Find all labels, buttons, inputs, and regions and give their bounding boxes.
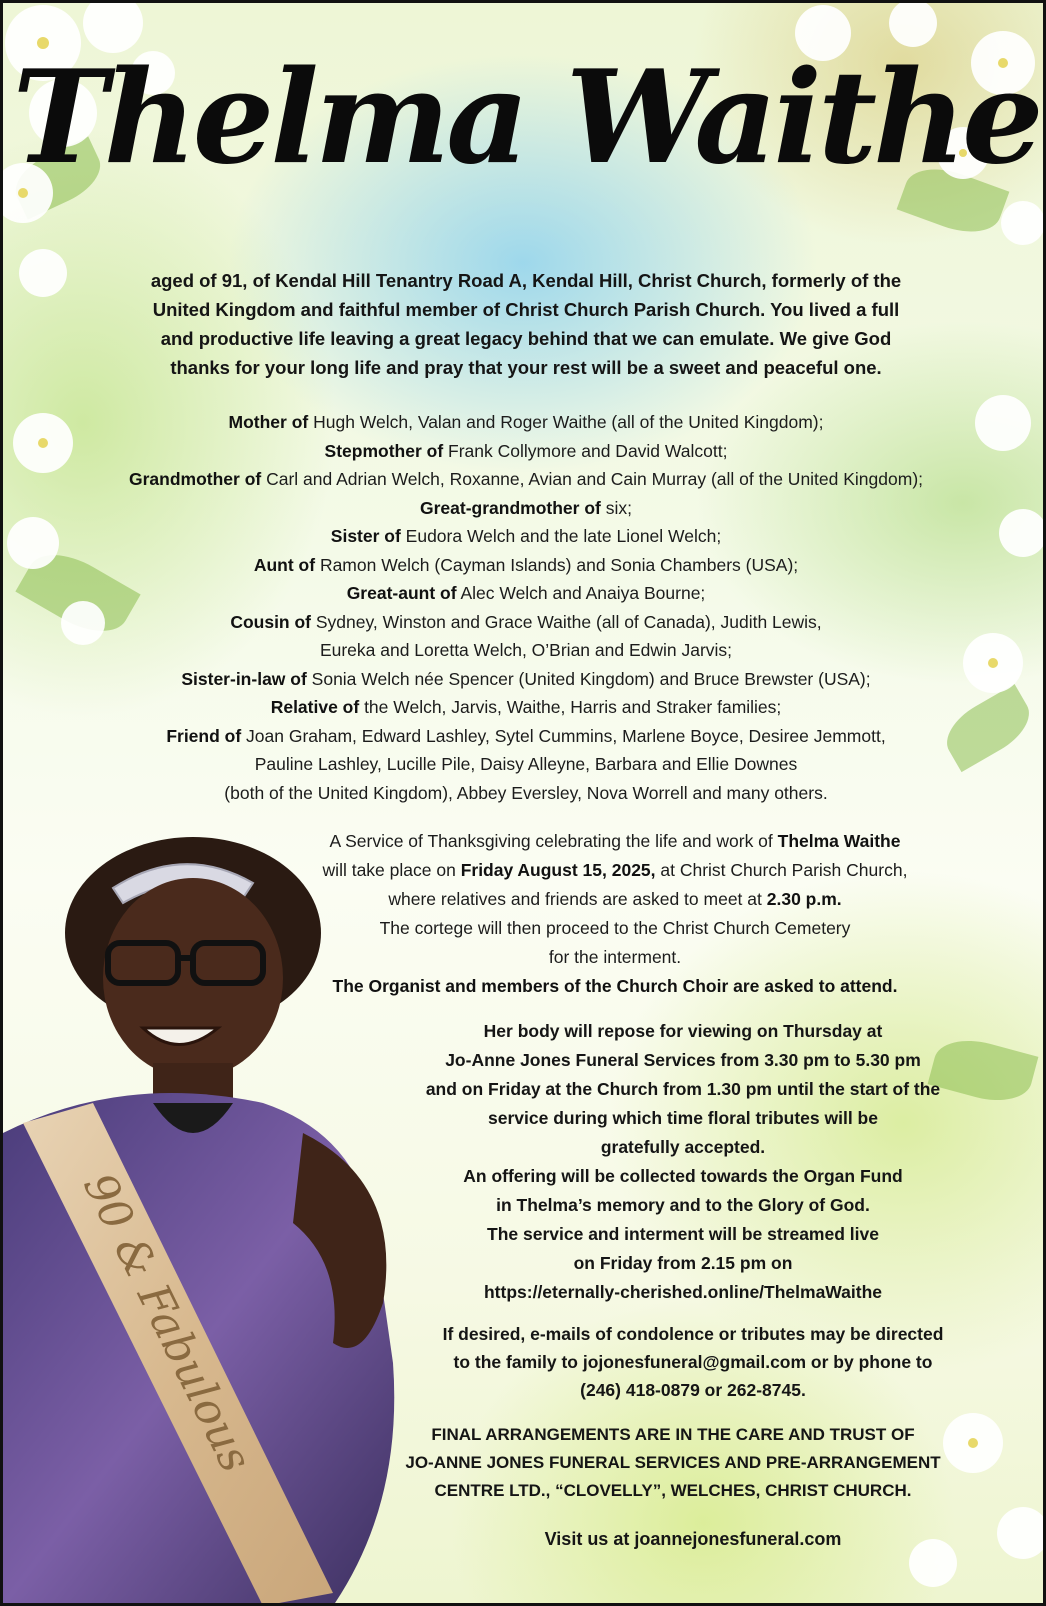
service-line: The cortege will then proceed to the Christ Church Cemetery: [379, 918, 851, 938]
relation-label: Great-aunt of: [346, 583, 457, 603]
final-line: CENTRE LTD., “CLOVELLY”, WELCHES, CHRIST CHURCH.: [434, 1481, 912, 1500]
viewing-line: service during which time floral tributes will be: [488, 1108, 878, 1128]
relation-text: Alec Welch and Anaiya Bourne;: [456, 583, 706, 603]
relatives-line: [23, 522, 1029, 551]
deceased-name-title: Thelma Waithe: [12, 43, 1040, 193]
service-text: at Christ Church Parish Church,: [655, 860, 908, 880]
stream-link[interactable]: https://eternally-cherished.online/ThelmaWaithe: [483, 1282, 883, 1302]
viewing-line: Her body will repose for viewing on Thursday at: [483, 1021, 883, 1041]
service-line: [265, 972, 965, 1001]
relatives-line: [23, 693, 1029, 722]
relation-label: Cousin of: [230, 611, 311, 632]
condolence-details: [383, 1320, 1003, 1404]
condolence-line: to the family to jojonesfuneral@gmail.com or by phone to: [453, 1352, 933, 1372]
relation-text: Eureka and Loretta Welch, O’Brian and Edwin Jarvis;: [319, 640, 733, 660]
relation-label: Stepmother of: [324, 440, 444, 461]
service-line: [265, 827, 965, 856]
condolence-line: If desired, e-mails of condolence or tributes may be directed: [442, 1324, 944, 1344]
service-date: Friday August 15, 2025,: [460, 860, 656, 880]
relatives-line: [23, 608, 1029, 637]
relation-text: Sonia Welch née Spencer (United Kingdom) and Bruce Brewster (USA);: [306, 668, 871, 689]
viewing-line: Jo-Anne Jones Funeral Services from 3.30 pm to 5.30 pm: [445, 1050, 921, 1070]
sash-text: 90 & Fabulous: [73, 1165, 262, 1480]
relatives-line: [23, 437, 1029, 466]
relation-label: Friend of: [166, 725, 242, 746]
final-arrangements: [333, 1421, 1013, 1505]
relatives-line: [23, 636, 1029, 665]
relation-label: Sister-in-law of: [181, 668, 307, 689]
relatives-line: [23, 408, 1029, 437]
relation-text: the Welch, Jarvis, Waithe, Harris and Straker families;: [359, 697, 782, 717]
intro-paragraph: [93, 266, 959, 382]
relation-text: Pauline Lashley, Lucille Pile, Daisy Alleyne, Barbara and Ellie Downes: [254, 754, 798, 774]
relatives-line: [23, 494, 1029, 523]
service-name-bold: Thelma Waithe: [777, 831, 901, 851]
final-line: JO-ANNE JONES FUNERAL SERVICES AND PRE-ARRANGEMENT: [405, 1453, 941, 1472]
relation-text: (both of the United Kingdom), Abbey Eversley, Nova Worrell and many others.: [224, 782, 828, 803]
viewing-line: and on Friday at the Church from 1.30 pm until the start of the: [425, 1079, 941, 1099]
relation-label: Sister of: [330, 526, 401, 546]
relation-label: Aunt of: [253, 554, 316, 575]
relation-label: Mother of: [228, 412, 309, 432]
viewing-line: The service and interment will be streamed live: [487, 1224, 879, 1244]
relation-text: Hugh Welch, Valan and Roger Waithe (all of the United Kingdom);: [308, 412, 824, 432]
intro-line: thanks for your long life and pray that your rest will be a sweet and peaceful one.: [170, 357, 882, 378]
intro-line: and productive life leaving a great legacy behind that we can emulate. We give God: [160, 328, 892, 349]
choir-notice: The Organist and members of the Church Choir are asked to attend.: [332, 976, 898, 996]
intro-line: aged of 91, of Kendal Hill Tenantry Road A, Kendal Hill, Christ Church, formerly of the: [150, 270, 902, 291]
website-link[interactable]: Visit us at joannejonesfuneral.com: [544, 1529, 842, 1549]
service-time: 2.30 p.m.: [766, 889, 842, 909]
service-line: [265, 856, 965, 885]
service-text: A Service of Thanksgiving celebrating the life and work of: [329, 831, 778, 851]
viewing-details: [353, 1017, 1013, 1307]
service-details: [265, 827, 965, 1001]
service-line: for the interment.: [548, 947, 682, 967]
relation-text: Carl and Adrian Welch, Roxanne, Avian and Cain Murray (all of the United Kingdom);: [261, 469, 924, 489]
relation-label: Relative of: [270, 697, 360, 717]
relation-text: Ramon Welch (Cayman Islands) and Sonia Chambers (USA);: [315, 554, 799, 575]
relation-label: Grandmother of: [128, 469, 262, 489]
relation-text: six;: [600, 497, 632, 518]
service-text: where relatives and friends are asked to meet at: [388, 889, 767, 909]
relatives-line: [23, 665, 1029, 694]
relatives-line: [23, 722, 1029, 751]
viewing-line: An offering will be collected towards the Organ Fund: [463, 1166, 903, 1186]
relatives-line: [23, 551, 1029, 580]
service-line: [265, 885, 965, 914]
relatives-line: [23, 579, 1029, 608]
relatives-line: [23, 779, 1029, 808]
relation-text: Frank Collymore and David Walcott;: [443, 440, 728, 461]
intro-line: United Kingdom and faithful member of Christ Church Parish Church. You lived a full: [152, 299, 900, 320]
final-line: FINAL ARRANGEMENTS ARE IN THE CARE AND TRUST OF: [431, 1425, 915, 1444]
viewing-line: on Friday from 2.15 pm on: [573, 1253, 793, 1273]
relation-label: Great-grandmother of: [420, 497, 601, 518]
service-text: will take place on: [322, 860, 461, 880]
relatives-line: [23, 750, 1029, 779]
relatives-line: [23, 465, 1029, 494]
relation-text: Joan Graham, Edward Lashley, Sytel Cummins, Marlene Boyce, Desiree Jemmott,: [241, 725, 886, 746]
condolence-line: (246) 418-0879 or 262-8745.: [580, 1380, 806, 1400]
viewing-line: in Thelma’s memory and to the Glory of God.: [496, 1195, 870, 1215]
relation-text: Eudora Welch and the late Lionel Welch;: [400, 526, 722, 546]
relation-text: Sydney, Winston and Grace Waithe (all of Canada), Judith Lewis,: [311, 611, 822, 632]
relatives-list: [23, 408, 1029, 807]
viewing-line: gratefully accepted.: [600, 1137, 766, 1157]
